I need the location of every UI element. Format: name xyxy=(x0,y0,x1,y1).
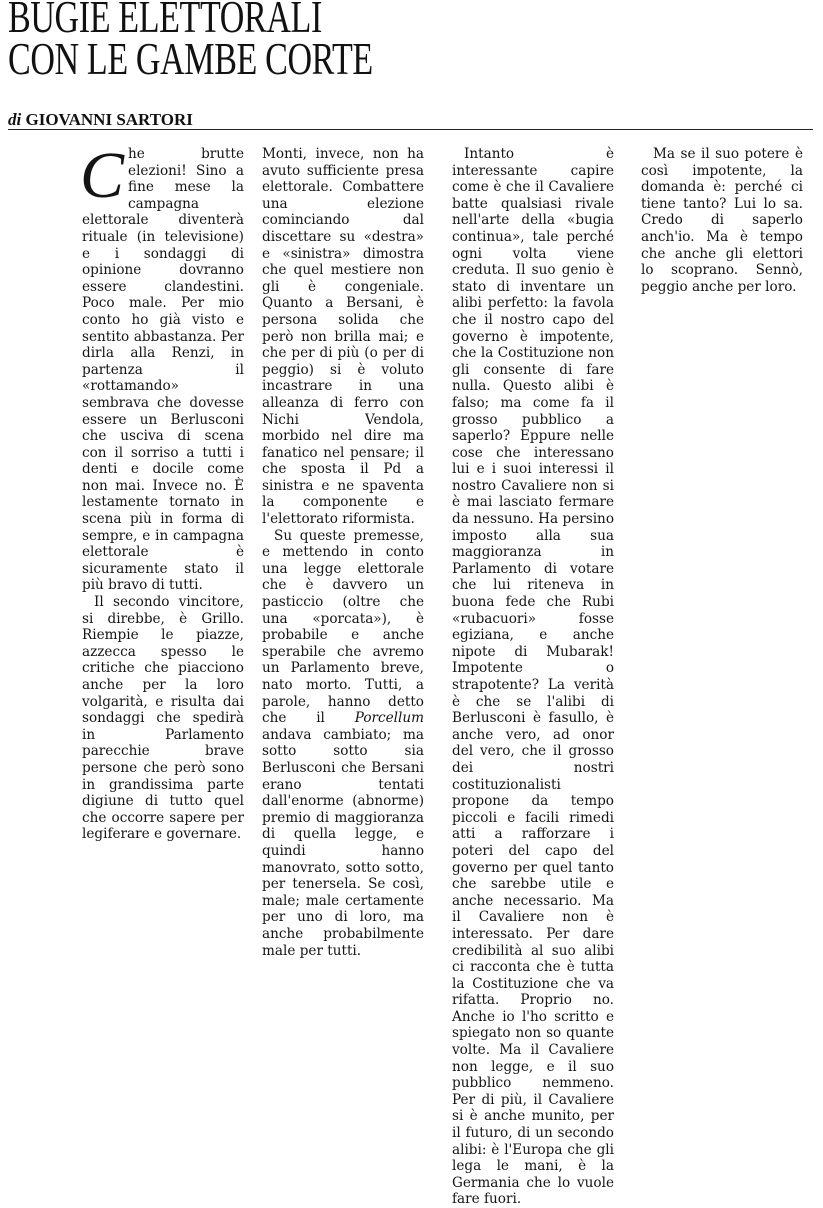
article-paragraph: Monti, invece, non ha avuto sufficiente presa elettorale. Combattere una elezione cominciando dal discettare su «destra» e «sinistra» dimostra che quel mestiere non gli è congeniale. Quanto a Bersani, è persona solida che però non brilla mai; e che per di più (o per di peggio) si è voluto incastrare in una alleanza di ferro con Nichi Vendola, morbido nel dire ma fanatico nel pensare; il che sposta il Pd a sinistra e ne spaventa la componente e l'elettorato riformista. xyxy=(262,146,424,528)
paragraph-text: Su queste premesse, e mettendo in conto una legge elettorale che è davvero un pasticcio (oltre che una «porcata»), è probabile e anche sperabile che avremo un Parlamento breve, nato morto. Tutti, a parole, hanno detto che il xyxy=(262,527,424,727)
paragraph-text: he brutte elezioni! Sino a fine mese la campagna elettorale diventerà rituale (in televisione) e i sondaggi di opinione dovranno essere clandestini. Poco male. Per mio conto ho già visto e sentito abbastanza. Per dirla alla Renzi, in partenza il «rottamando» sembrava che dovesse essere un Berlusconi che usciva di scena con il sorriso a tutti i denti e docile come non mai. Invece no. È lestamente tornato in scena più in forma di sempre, e in campagna elettorale è sicuramente stato il più bravo di tutti. xyxy=(82,146,244,594)
article-column-1 xyxy=(80,139,244,843)
article-column-2 xyxy=(262,146,424,959)
article-column-4 xyxy=(641,146,803,295)
article-paragraph: Intanto è interessante capire come è che il Cavaliere batte qualsiasi rivale nell'arte della «bugia continua», tale perché ogni volta viene creduta. Il suo genio è stato di inventare un alibi perfetto: la favola che il nostro capo del governo è impotente, che la Costituzione non gli consente di fare nulla. Questo alibi è falso; ma come fa il grosso pubblico a saperlo? Eppure nelle cose che interessano lui e i suoi interessi il nostro Cavaliere non si è mai lasciato fermare da nessuno. Ha persino imposto alla sua maggioranza in Parlamento di votare che lui riteneva in buona fede che Rubi «rubacuori» fosse egiziana, e anche nipote di Mubarak! Impotente o strapotente? La verità è che se l'alibi di Berlusconi è fasullo, è anche vero, ad onor del vero, che il grosso dei nostri costituzionalisti propone da tempo piccoli e facili rimedi atti a rafforzare i poteri del capo del governo per quel tanto che sarebbe utile e anche necessario. Ma il Cavaliere non è interessato. Per dare credibilità al suo alibi ci racconta che è tutta la Costituzione che va rifatta. Proprio no. Anche io l'ho scritto e spiegato non so quante volte. Ma il Cavaliere non legge, e il suo pubblico nemmeno. Per di più, il Cavaliere si è anche munito, per il futuro, di un secondo alibi: è l'Europa che gli lega le mani, è la Germania che lo vuole fare fuori. xyxy=(452,146,614,1208)
headline-line-1: BUGIE ELETTORALI xyxy=(8,0,322,42)
headline xyxy=(8,0,373,84)
italic-term: Porcellum xyxy=(354,710,424,727)
drop-cap: C xyxy=(80,139,125,212)
article-paragraph xyxy=(80,139,244,594)
byline xyxy=(8,110,193,130)
article-paragraph: Ma se il suo potere è così impotente, la domanda è: perché ci tiene tanto? Lui lo sa. Credo di saperlo anch'io. Ma è tempo che anche gli elettori lo scoprano. Sennò, peggio anche per loro. xyxy=(641,146,803,295)
header-divider xyxy=(8,129,813,130)
article-paragraph: Il secondo vincitore, si direbbe, è Grillo. Riempie le piazze, azzecca spesso le critiche che piacciono anche per la loro volgarità, e risulta dai sondaggi che spedirà in Parlamento parecchie brave persone che però sono in grandissima parte digiune di tutto quel che occorre sapere per legiferare e governare. xyxy=(82,594,244,843)
byline-prefix: di xyxy=(8,110,22,129)
paragraph-text: andava cambiato; ma sotto sotto sia Berlusconi che Bersani erano tentati dall'enorme (abnorme) premio di maggioranza di quella legge, e quindi hanno manovrato, sotto sotto, per tenersela. Se così, male; male certamente per uno di loro, ma anche probabilmente male per tutti. xyxy=(262,726,424,959)
article-column-3 xyxy=(452,146,614,1208)
byline-author: GIOVANNI SARTORI xyxy=(25,110,193,129)
article-paragraph xyxy=(262,528,424,959)
headline-line-2: CON LE GAMBE CORTE xyxy=(8,33,373,84)
